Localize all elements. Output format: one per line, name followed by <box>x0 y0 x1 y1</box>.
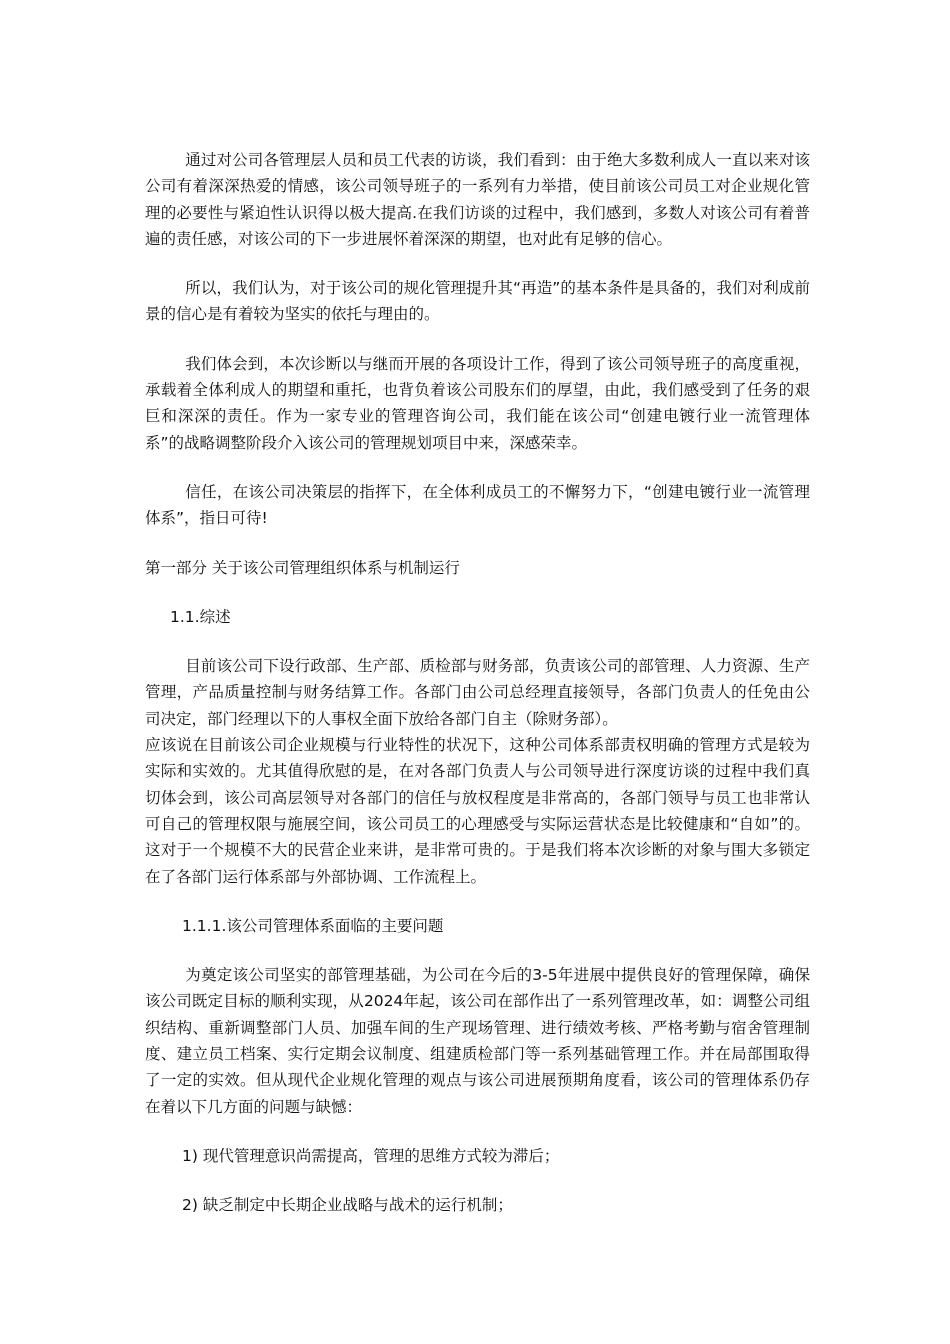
section-heading-1-1: 1.1.综述 <box>170 607 231 626</box>
list-item-problem-2: 2) 缺乏制定中长期企业战略与战术的运行机制； <box>182 1196 513 1215</box>
document-page <box>145 147 810 1242</box>
paragraph-departments: 目前该公司下设行政部、生产部、质检部与财务部，负责该公司的部管理、人力资源、生产管理，产品质量控制与财务结算工作。各部门由公司总经理直接领导，各部门负责人的任免由公司决定，部门经理以下的人事权全面下放给各部门自主（除财务部）。 <box>145 657 810 728</box>
paragraph-responsibility: 我们体会到，本次诊断以与继而开展的各项设计工作，得到了该公司领导班子的高度重视，承载着全体利成人的期望和重托，也背负着该公司股东们的厚望，由此，我们感受到了任务的艰巨和深深的责任。作为一家专业的管理咨询公司，我们能在该公司“创建电镀行业一流管理体系”的战略调整阶段介入该公司的管理规划项目中来，深感荣幸。 <box>145 354 810 452</box>
list-item-problem-1: 1) 现代管理意识尚需提高，管理的思维方式较为滞后； <box>182 1146 560 1165</box>
section-heading-1-1-1: 1.1.1.该公司管理体系面临的主要问题 <box>182 916 444 935</box>
paragraph-confidence: 信任，在该公司决策层的指挥下，在全体利成员工的不懈努力下，“创建电镀行业一流管理体系”，指日可待! <box>145 482 810 528</box>
paragraph-reforms: 为奠定该公司坚实的部管理基础，为公司在今后的3-5年进展中提供良好的管理保障，确保该公司既定目标的顺利实现，从2024年起，该公司在部作出了一系列管理改革，如：调整公司组织结构、重新调整部门人员、加强车间的生产现场管理、进行绩效考核、严格考勤与宿舍管理制度、建立员工档案、实行定期会议制度、组建质检部门等一系列基础管理工作。并在局部围取得了一定的实效。但从现代企业规化管理的观点与该公司进展预期角度看，该公司的管理体系仍存在着以下几方面的问题与缺憾： <box>145 966 810 1116</box>
paragraph-conditions: 所以，我们认为，对于该公司的规化管理提升其“再造”的基本条件是具备的，我们对利成前景的信心是有着较为坚实的依托与理由的。 <box>145 279 810 324</box>
part-heading: 第一部分 关于该公司管理组织体系与机制运行 <box>145 558 460 577</box>
paragraph-interview-findings: 通过对公司各管理层人员和员工代表的访谈，我们看到：由于绝大多数利成人一直以来对该公司有着深深热爱的情感，该公司领导班子的一系列有力举措，使目前该公司员工对企业规化管理的必要性与紧迫性认识得以极大提高.在我们访谈的过程中，我们感到，多数人对该公司有着普遍的责任感，对该公司的下一步进展怀着深深的期望，也对此有足够的信心。 <box>145 151 810 248</box>
paragraph-management-style: 应该说在目前该公司企业规模与行业特性的状况下，这种公司体系部责权明确的管理方式是较为实际和实效的。尤其值得欣慰的是，在对各部门负责人与公司领导进行深度访谈的过程中我们真切体会到，该公司高层领导对各部门的信任与放权程度是非常高的，各部门领导与员工也非常认可自己的管理权限与施展空间，该公司员工的心理感受与实际运营状态是比较健康和“自如”的。这对于一个规模不大的民营企业来讲，是非常可贵的。于是我们将本次诊断的对象与围大多锁定在了各部门运行体系部与外部协调、工作流程上。 <box>145 736 810 886</box>
